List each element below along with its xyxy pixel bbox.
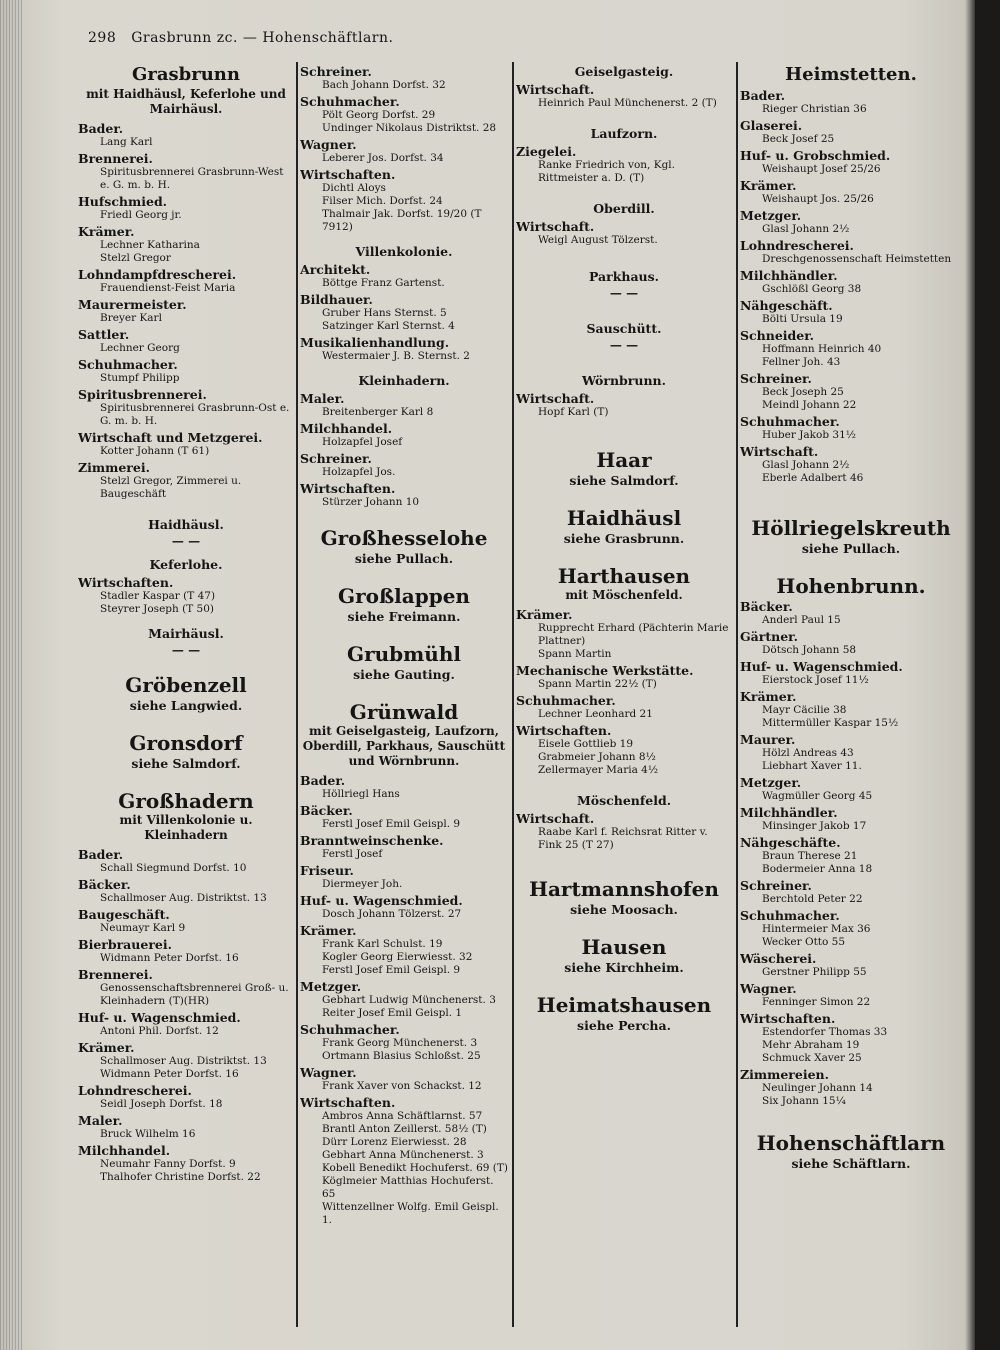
place-heading: Haidhäusl (566, 506, 682, 530)
place-heading: Grubmühl (347, 642, 461, 666)
trade-heading: Schuhmacher. (740, 908, 840, 923)
entry: Antoni Phil. Dorfst. 12 (100, 1025, 219, 1037)
trade-heading: Maler. (300, 391, 345, 406)
entry: Hoffmann Heinrich 40 (762, 343, 882, 355)
trade-heading: Maurer. (740, 732, 796, 747)
trade-heading: Lohndampfdrescherei. (78, 267, 237, 282)
place-heading: Mairhäusl. (148, 626, 224, 641)
entry: Huber Jakob 31½ (762, 429, 856, 441)
see-reference: siehe Salmdorf. (569, 473, 679, 488)
trade-heading: Maler. (78, 1113, 123, 1128)
entry: Bölti Ursula 19 (762, 313, 843, 325)
place-heading: Wörnbrunn. (582, 373, 666, 388)
entry: Bach Johann Dorfst. 32 (322, 79, 446, 91)
entry: Ortmann Blasius Schloßst. 25 (322, 1050, 481, 1062)
entry: Mehr Abraham 19 (762, 1039, 860, 1051)
place-heading: Geiselgasteig. (574, 64, 674, 79)
dash-separator: — — (609, 338, 639, 352)
place-heading: Großlappen (338, 584, 470, 608)
entry: Neumahr Fanny Dorfst. 9 (100, 1158, 236, 1170)
trade-heading: Gärtner. (740, 629, 798, 644)
entry: Dötsch Johann 58 (762, 644, 857, 656)
entry: Estendorfer Thomas 33 (762, 1026, 888, 1038)
trade-heading: Sattler. (78, 327, 130, 342)
trade-heading: Schuhmacher. (740, 414, 840, 429)
trade-heading: Baugeschäft. (78, 907, 170, 922)
trade-heading: Wirtschaften. (300, 481, 396, 496)
entry: Satzinger Karl Sternst. 4 (322, 320, 455, 332)
place-heading: Hohenschäftlarn (756, 1131, 946, 1155)
place-heading: Großhadern (118, 789, 254, 813)
place-heading: Laufzorn. (590, 126, 658, 141)
dash-separator: — — (609, 286, 639, 300)
entry: Gruber Hans Sternst. 5 (322, 307, 447, 319)
entry: Fellner Joh. 43 (762, 356, 841, 368)
entry: Beck Josef 25 (762, 133, 835, 145)
trade-heading: Musikalienhandlung. (300, 335, 450, 350)
place-heading: Gronsdorf (129, 731, 243, 755)
see-reference: siehe Schäftlarn. (791, 1156, 911, 1171)
trade-heading: Krämer. (300, 923, 357, 938)
see-reference: siehe Kirchheim. (564, 960, 684, 975)
column-rule (736, 62, 738, 1327)
entry: Leberer Jos. Dorfst. 34 (322, 152, 444, 164)
trade-heading: Wirtschaft. (516, 82, 595, 97)
trade-heading: Metzger. (300, 979, 362, 994)
entry: Hintermeier Max 36 (762, 923, 871, 935)
place-heading: Keferlohe. (149, 557, 223, 572)
entry: Heinrich Paul Münchenerst. 2 (T) (538, 97, 717, 109)
entry: Beck Joseph 25 (762, 386, 844, 398)
entry: Genossenschaftsbrennerei Groß- u. Kleinhadern (T)(HR) (100, 982, 289, 1007)
place-heading: Gröbenzell (125, 673, 247, 697)
trade-heading: Friseur. (300, 863, 354, 878)
trade-heading: Wirtschaften. (78, 575, 174, 590)
trade-heading: Krämer. (740, 689, 797, 704)
place-heading: Villenkolonie. (355, 244, 453, 259)
trade-heading: Hufschmied. (78, 194, 168, 209)
trade-heading: Wirtschaft. (516, 219, 595, 234)
entry: Breitenberger Karl 8 (322, 406, 434, 418)
entry: Dreschgenossenschaft Heimstetten (762, 253, 952, 265)
entry: Breyer Karl (100, 312, 162, 324)
trade-heading: Wagner. (300, 137, 357, 152)
entry: Anderl Paul 15 (762, 614, 841, 626)
running-header (88, 30, 968, 50)
see-reference: siehe Percha. (577, 1018, 671, 1033)
trade-heading: Schreiner. (740, 878, 812, 893)
see-reference: siehe Gauting. (353, 667, 455, 682)
place-heading: Heimstetten. (785, 64, 917, 85)
dash-separator: — — (171, 643, 201, 657)
entry: Fenninger Simon 22 (762, 996, 871, 1008)
trade-heading: Schuhmacher. (78, 357, 178, 372)
entry: Lechner Katharina (100, 239, 200, 251)
entry: Schallmoser Aug. Distriktst. 13 (100, 1055, 267, 1067)
entry: Friedl Georg jr. (100, 209, 182, 221)
entry: Diermeyer Joh. (322, 878, 403, 890)
trade-heading: Zimmereien. (740, 1067, 829, 1082)
entry: Weigl August Tölzerst. (538, 234, 658, 246)
entry: Widmann Peter Dorfst. 16 (100, 952, 239, 964)
trade-heading: Bäcker. (740, 599, 793, 614)
see-reference: siehe Pullach. (801, 541, 901, 556)
place-heading: Oberdill. (593, 201, 655, 216)
trade-heading: Milchhandel. (78, 1143, 171, 1158)
entry: Mittermüller Kaspar 15½ (762, 717, 899, 729)
entry: Dichtl Aloys (322, 182, 386, 194)
entry: Stelzl Gregor (100, 252, 171, 264)
entry: Stumpf Philipp (100, 372, 180, 384)
trade-heading: Brennerei. (78, 967, 153, 982)
entry: Raabe Karl f. Reichsrat Ritter v. Fink 25 (T 27) (538, 826, 708, 851)
trade-heading: Milchhändler. (740, 805, 838, 820)
place-heading: Sauschütt. (586, 321, 662, 336)
column-rule (296, 62, 298, 1327)
trade-heading: Huf- u. Wagenschmied. (78, 1010, 241, 1025)
entry: Grabmeier Johann 8½ (538, 751, 656, 763)
entry: Gebhart Ludwig Münchenerst. 3 (322, 994, 496, 1006)
entry: Holzapfel Jos. (322, 466, 396, 478)
see-reference: siehe Grasbrunn. (563, 531, 685, 546)
entry: Brantl Anton Zeillerst. 58½ (T) (322, 1123, 487, 1135)
entry: Liebhart Xaver 11. (762, 760, 862, 772)
binding-edge (0, 0, 22, 1350)
trade-heading: Bäcker. (300, 803, 353, 818)
entry: Frauendienst-Feist Maria (100, 282, 236, 294)
place-heading: Harthausen (557, 564, 691, 588)
entry: Lechner Georg (100, 342, 180, 354)
entry: Ferstl Josef (322, 848, 383, 860)
trade-heading: Lohndrescherei. (78, 1083, 192, 1098)
dash-separator: — — (171, 534, 201, 548)
entry: Wagmüller Georg 45 (762, 790, 873, 802)
entry: Westermaier J. B. Sternst. 2 (322, 350, 470, 362)
page-edge-shadow (975, 0, 1000, 1350)
trade-heading: Bader. (740, 88, 786, 103)
trade-heading: Krämer. (78, 224, 135, 239)
place-heading: Grasbrunn (132, 64, 240, 85)
trade-heading: Bader. (300, 773, 346, 788)
see-reference: siehe Salmdorf. (131, 756, 241, 771)
trade-heading: Wirtschaften. (740, 1011, 836, 1026)
entry: Ferstl Josef Emil Geispl. 9 (322, 818, 461, 830)
place-heading: Grünwald (349, 700, 459, 724)
trade-heading: Wirtschaften. (300, 167, 396, 182)
entry: Minsinger Jakob 17 (762, 820, 867, 832)
entry: Wecker Otto 55 (762, 936, 846, 948)
entry: Spiritusbrennerei Grasbrunn-West e. G. m. b. H. (100, 166, 284, 191)
place-heading: Hausen (581, 935, 667, 959)
place-heading: Kleinhadern. (358, 373, 450, 388)
trade-heading: Huf- u. Wagenschmied. (740, 659, 903, 674)
trade-heading: Wirtschaft. (516, 391, 595, 406)
entry: Ferstl Josef Emil Geispl. 9 (322, 964, 461, 976)
trade-heading: Schreiner. (740, 371, 812, 386)
column-2 (300, 62, 508, 1332)
entry: Ambros Anna Schäftlarnst. 57 (322, 1110, 483, 1122)
place-heading: Höllriegelskreuth (751, 516, 951, 540)
entry: Rieger Christian 36 (762, 103, 867, 115)
entry: Widmann Peter Dorfst. 16 (100, 1068, 239, 1080)
place-heading: Großhesselohe (320, 526, 488, 550)
trade-heading: Glaserei. (740, 118, 803, 133)
entry: Mayr Cäcilie 38 (762, 704, 847, 716)
trade-heading: Wäscherei. (740, 951, 817, 966)
entry: Glasl Johann 2½ (762, 459, 850, 471)
place-heading: Möschenfeld. (576, 793, 672, 808)
entry: Steyrer Joseph (T 50) (100, 603, 214, 615)
entry: Wittenzellner Wolfg. Emil Geispl. 1. (322, 1201, 499, 1226)
entry: Hölzl Andreas 43 (762, 747, 854, 759)
entry: Stürzer Johann 10 (322, 496, 420, 508)
entry: Thalmair Jak. Dorfst. 19/20 (T 7912) (322, 208, 482, 233)
entry: Schmuck Xaver 25 (762, 1052, 862, 1064)
entry: Eisele Gottlieb 19 (538, 738, 634, 750)
trade-heading: Wagner. (300, 1065, 357, 1080)
entry: Köglmeier Matthias Hochuferst. 65 (322, 1175, 494, 1200)
trade-heading: Wagner. (740, 981, 797, 996)
trade-heading: Krämer. (78, 1040, 135, 1055)
entry: Holzapfel Josef (322, 436, 403, 448)
trade-heading: Maurermeister. (78, 297, 187, 312)
entry: Dürr Lorenz Eierwiesst. 28 (322, 1136, 467, 1148)
entry: Undinger Nikolaus Distriktst. 28 (322, 122, 497, 134)
trade-heading: Bader. (78, 847, 124, 862)
see-reference: siehe Freimann. (347, 609, 461, 624)
trade-heading: Schuhmacher. (516, 693, 616, 708)
trade-heading: Bildhauer. (300, 292, 373, 307)
entry: Frank Xaver von Schackst. 12 (322, 1080, 482, 1092)
place-heading: Haar (596, 448, 652, 472)
entry: Dosch Johann Tölzerst. 27 (322, 908, 462, 920)
trade-heading: Bierbrauerei. (78, 937, 172, 952)
trade-heading: Wirtschaften. (300, 1095, 396, 1110)
entry: Berchtold Peter 22 (762, 893, 863, 905)
trade-heading: Branntweinschenke. (300, 833, 444, 848)
trade-heading: Krämer. (740, 178, 797, 193)
trade-heading: Mechanische Werkstätte. (516, 663, 694, 678)
entry: Bodermeier Anna 18 (762, 863, 873, 875)
see-reference: siehe Moosach. (570, 902, 678, 917)
place-subtitle: mit Geiselgasteig, Laufzorn, Oberdill, Parkhaus, Sauschütt und Wörnbrunn. (302, 724, 506, 768)
trade-heading: Wirtschaft. (516, 811, 595, 826)
running-title: Grasbrunn zc. — Hohenschäftlarn. (131, 30, 394, 46)
trade-heading: Nähgeschäft. (740, 298, 833, 313)
trade-heading: Metzger. (740, 775, 802, 790)
entry: Weishaupt Josef 25/26 (762, 163, 881, 175)
entry: Braun Therese 21 (762, 850, 858, 862)
place-heading: Parkhaus. (588, 269, 660, 284)
entry: Reiter Josef Emil Geispl. 1 (322, 1007, 463, 1019)
entry: Schall Siegmund Dorfst. 10 (100, 862, 247, 874)
place-heading: Hartmannshofen (529, 877, 719, 901)
trade-heading: Schreiner. (300, 451, 372, 466)
trade-heading: Wirtschaft und Metzgerei. (78, 430, 263, 445)
column-1 (78, 62, 294, 1332)
entry: Neulinger Johann 14 (762, 1082, 873, 1094)
trade-heading: Milchhandel. (300, 421, 393, 436)
entry: Neumayr Karl 9 (100, 922, 186, 934)
trade-heading: Schuhmacher. (300, 94, 400, 109)
trade-heading: Zimmerei. (78, 460, 150, 475)
entry: Eierstock Josef 11½ (762, 674, 869, 686)
trade-heading: Bader. (78, 121, 124, 136)
entry: Spann Martin (538, 648, 612, 660)
see-reference: siehe Pullach. (354, 551, 454, 566)
trade-heading: Huf- u. Grobschmied. (740, 148, 891, 163)
entry: Schallmoser Aug. Distriktst. 13 (100, 892, 267, 904)
entry: Hopf Karl (T) (538, 406, 609, 418)
trade-heading: Lohndrescherei. (740, 238, 854, 253)
entry: Ranke Friedrich von, Kgl. Rittmeister a. D. (T) (538, 159, 675, 184)
trade-heading: Brennerei. (78, 151, 153, 166)
trade-heading: Schuhmacher. (300, 1022, 400, 1037)
trade-heading: Krämer. (516, 607, 573, 622)
trade-heading: Bäcker. (78, 877, 131, 892)
entry: Seidl Joseph Dorfst. 18 (100, 1098, 223, 1110)
entry: Höllriegl Hans (322, 788, 400, 800)
entry: Lang Karl (100, 136, 153, 148)
entry: Rupprecht Erhard (Pächterin Marie Plattner) (538, 622, 729, 647)
entry: Lechner Leonhard 21 (538, 708, 653, 720)
entry: Zellermayer Maria 4½ (538, 764, 659, 776)
trade-heading: Spiritusbrennerei. (78, 387, 207, 402)
see-reference: siehe Langwied. (129, 698, 243, 713)
entry: Six Johann 15¼ (762, 1095, 846, 1107)
trade-heading: Metzger. (740, 208, 802, 223)
entry: Bruck Wilhelm 16 (100, 1128, 196, 1140)
place-heading: Hohenbrunn. (776, 574, 926, 598)
entry: Pölt Georg Dorfst. 29 (322, 109, 436, 121)
trade-heading: Schneider. (740, 328, 814, 343)
entry: Kobell Benedikt Hochuferst. 69 (T) (322, 1162, 508, 1174)
entry: Spann Martin 22½ (T) (538, 678, 657, 690)
trade-heading: Schreiner. (300, 64, 372, 79)
entry: Filser Mich. Dorfst. 24 (322, 195, 443, 207)
entry: Böttge Franz Gartenst. (322, 277, 445, 289)
column-4 (740, 62, 962, 1332)
place-subtitle: mit Villenkolonie u. Kleinhadern (119, 813, 253, 842)
entry: Gerstner Philipp 55 (762, 966, 867, 978)
entry: Stelzl Gregor, Zimmerei u. Baugeschäft (100, 475, 242, 500)
entry: Gschlößl Georg 38 (762, 283, 862, 295)
entry: Thalhofer Christine Dorfst. 22 (100, 1171, 261, 1183)
trade-heading: Architekt. (300, 262, 371, 277)
entry: Eberle Adalbert 46 (762, 472, 864, 484)
entry: Kogler Georg Eierwiesst. 32 (322, 951, 473, 963)
place-heading: Heimatshausen (536, 993, 712, 1017)
entry: Frank Georg Münchenerst. 3 (322, 1037, 478, 1049)
entry: Weishaupt Jos. 25/26 (762, 193, 874, 205)
entry: Meindl Johann 22 (762, 399, 857, 411)
trade-heading: Wirtschaften. (516, 723, 612, 738)
column-rule (512, 62, 514, 1327)
entry: Spiritusbrennerei Grasbrunn-Ost e. G. m. b. H. (100, 402, 290, 427)
place-subtitle: mit Möschenfeld. (565, 588, 683, 602)
place-subtitle: mit Haidhäusl, Keferlohe und Mairhäusl. (86, 87, 286, 116)
trade-heading: Wirtschaft. (740, 444, 819, 459)
entry: Gebhart Anna Münchenerst. 3 (322, 1149, 484, 1161)
entry: Glasl Johann 2½ (762, 223, 850, 235)
trade-heading: Huf- u. Wagenschmied. (300, 893, 463, 908)
page-number: 298 (88, 30, 117, 46)
entry: Frank Karl Schulst. 19 (322, 938, 443, 950)
trade-heading: Nähgeschäfte. (740, 835, 841, 850)
trade-heading: Ziegelei. (516, 144, 577, 159)
place-heading: Haidhäusl. (148, 517, 224, 532)
entry: Kotter Johann (T 61) (100, 445, 210, 457)
trade-heading: Milchhändler. (740, 268, 838, 283)
entry: Stadler Kaspar (T 47) (100, 590, 216, 602)
column-3 (516, 62, 732, 1332)
